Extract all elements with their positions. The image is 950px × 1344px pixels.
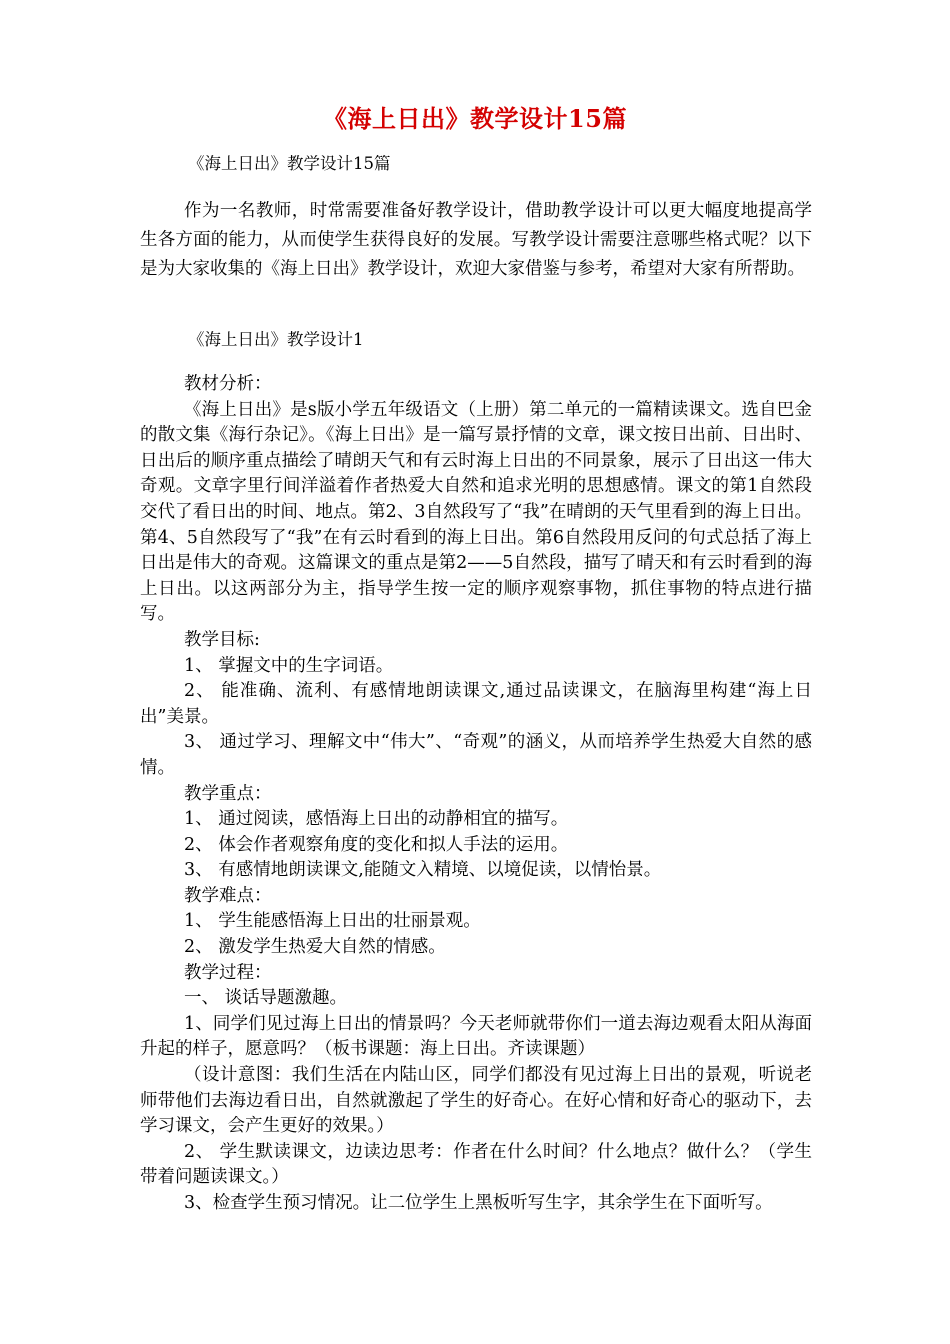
- body-paragraph: 1、 通过阅读，感悟海上日出的动静相宜的描写。: [184, 809, 569, 830]
- body-paragraph: （设计意图：我们生活在内陆山区，同学们都没有见过海上日出的景观，听说老师带他们去海边看日出，自然就激起了学生的好奇心。在好心情和好奇心的驱动下，去学习课文，会产生更好的效果。）: [140, 1065, 812, 1137]
- body-paragraph: 1、 掌握文中的生字词语。: [184, 655, 394, 676]
- body-paragraph: 3、 通过学习、理解文中“伟大”、“奇观”的涵义，从而培养学生热爱大自然的感情。: [140, 732, 812, 778]
- body-paragraph: 教学难点：: [184, 885, 272, 906]
- intro-paragraph: 作为一名教师，时常需要准备好教学设计，借助教学设计可以更大幅度地提高学生各方面的能力，从而使学生获得良好的发展。写教学设计需要注意哪些格式呢？以下是为大家收集的《海上日出》教学设计，欢迎大家借鉴与参考，希望对大家有所帮助。: [140, 201, 812, 279]
- document-title: 《海上日出》教学设计15篇: [323, 104, 627, 133]
- body-paragraph: 3、检查学生预习情况。让二位学生上黑板听写生字，其余学生在下面听写。: [184, 1193, 773, 1213]
- body-paragraph: 1、 学生能感悟海上日出的壮丽景观。: [184, 911, 481, 932]
- body-paragraph: 一、 谈话导题激趣。: [184, 988, 348, 1009]
- body-paragraph: 教学过程：: [184, 962, 272, 983]
- section-heading: 《海上日出》教学设计1: [188, 330, 364, 349]
- body-paragraph: 教学重点：: [184, 783, 272, 804]
- body-paragraph: 2、 体会作者观察角度的变化和拟人手法的运用。: [184, 834, 569, 855]
- body-paragraph: 2、 学生默读课文，边读边思考：作者在什么时间？什么地点？做什么？（学生带着问题读课文。）: [140, 1141, 812, 1188]
- document-subtitle: 《海上日出》教学设计15篇: [188, 154, 391, 173]
- body-paragraph: 《海上日出》是s版小学五年级语文（上册）第二单元的一篇精读课文。选自巴金的散文集《海行杂记》。《海上日出》是一篇写景抒情的文章，课文按日出前、日出时、日出后的顺序重点描绘了晴朗天气和有云时海上日出的不同景象，展示了日出这一伟大奇观。文章字里行间洋溢着作者热爱大自然和追求光明的思想感情。课文的第1自然段交代了看日出的时间、地点。第2、3自然段写了“我”在晴朗的天气里看到的海上日出。第4、5自然段写了“我”在有云时看到的海上日出。第6自然段用反问的句式总括了海上日出是伟大的奇观。这篇课文的重点是第2——5自然段，描写了晴天和有云时看到的海上日出。以这两部分为主，指导学生按一定的顺序观察事物，抓住事物的特点进行描写。: [140, 399, 812, 625]
- body-paragraph: 教材分析：: [184, 374, 272, 394]
- body-paragraph: 2、 激发学生热爱大自然的情感。: [184, 937, 446, 958]
- body-paragraph: 2、 能准确、流利、有感情地朗读课文,通过品读课文，在脑海里构建“海上日出”美景。: [140, 681, 812, 727]
- document-body: [140, 372, 812, 1217]
- body-paragraph: 教学目标:: [184, 629, 260, 650]
- body-paragraph: 3、 有感情地朗读课文,能随文入精境、以境促读，以情怡景。: [184, 860, 662, 881]
- body-paragraph: 1、同学们见过海上日出的情景吗？今天老师就带你们一道去海边观看太阳从海面升起的样子，愿意吗？（板书课题：海上日出。齐读课题）: [140, 1013, 812, 1060]
